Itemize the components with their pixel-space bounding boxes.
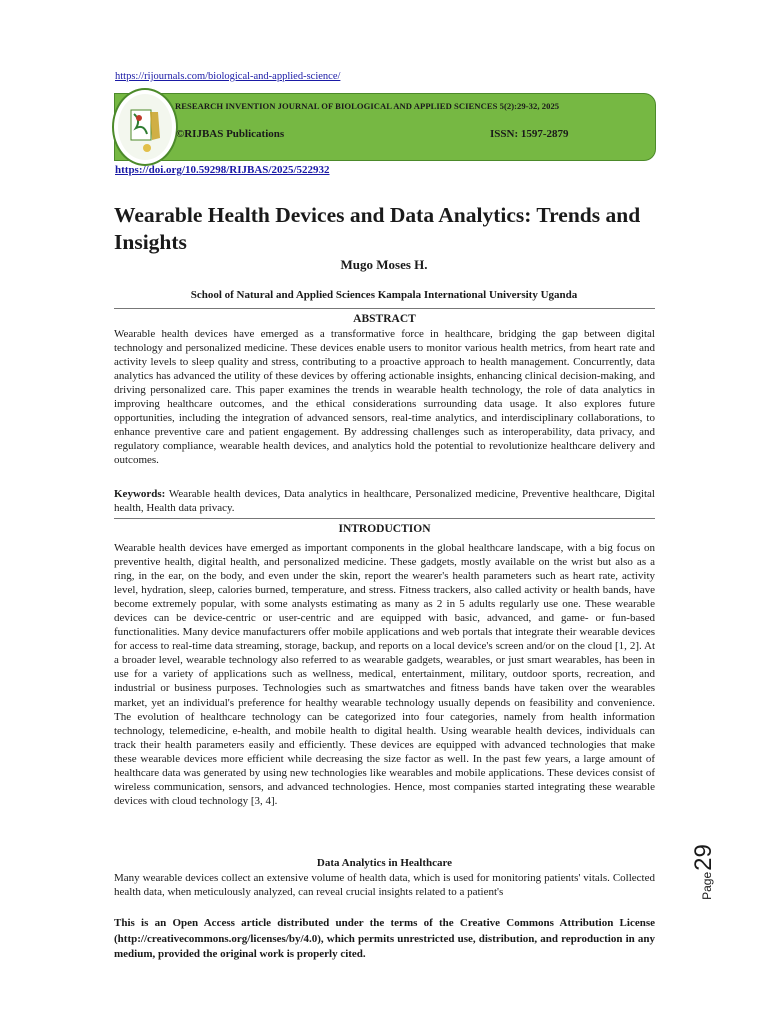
divider	[114, 518, 655, 519]
keywords-label: Keywords:	[114, 488, 166, 500]
journal-title: RESEARCH INVENTION JOURNAL OF BIOLOGICAL AND APPLIED SCIENCES 5(2):29-32, 2025	[175, 101, 560, 111]
keywords	[114, 487, 655, 515]
page-label: Page	[700, 871, 714, 900]
issn-label: ISSN: 1597-2879	[490, 128, 569, 140]
license-notice: This is an Open Access article distributed under the terms of the Creative Commons Attribution License (http://creativecommons.org/licenses/by/4.0), which permits unrestricted use, distribution, and reproduction in any medium, provided the original work is properly cited.	[114, 917, 655, 960]
abstract-heading: ABSTRACT	[353, 313, 416, 325]
data-analytics-heading: Data Analytics in Healthcare	[316, 857, 453, 869]
paper-title: Wearable Health Devices and Data Analytics: Trends and Insights	[114, 203, 641, 254]
author-affiliation: School of Natural and Applied Sciences Kampala International University Uganda	[190, 289, 578, 301]
keywords-list: Wearable health devices, Data analytics in healthcare, Personalized medicine, Preventive healthcare, Digital health, Health data privacy.	[114, 488, 655, 515]
abstract-body: Wearable health devices have emerged as a transformative force in healthcare, bridging the gap between digital technology and personalized medicine. These devices enable users to monitor various health metrics, from heart rate and activity levels to sleep quality and stress, contributing to a proactive approach to health management. Concurrently, data analytics has advanced the utility of these devices by offering actionable insights, enhancing clinical decision-making, and driving personalized care. This paper examines the trends in wearable health technology, the role of data analytics in improving healthcare outcomes, and the ethical considerations surrounding data usage. It also explores future opportunities, including the integration of advanced sensors, real-time analytics, and interdisciplinary collaborations, to enhance preventive care and patient engagement. By addressing challenges such as interoperability, data privacy, and regulatory compliance, wearable health devices, and analytics hold the potential to revolutionize healthcare delivery and outcomes.	[114, 328, 655, 467]
author-name: Mugo Moses H.	[340, 257, 428, 272]
introduction-body: Wearable health devices have emerged as important components in the global healthcare landscape, with a big focus on preventive health, digital health, and personalized medicine. These gadgets, mostly available on the wrist but also as a ring, in the ear, on the body, and even under the skin, report the wearer's health parameters such as heart rate, activity level, hydration, sleep, calories burned, temperature, and stress. Fitness trackers, also called activity or health bands, have become extremely popular, with some analysts estimating as many as 2 in 5 adults regularly use one. These wearable devices can be device-centric or user-centric and are equipped with basic, advanced, and game- or fun-based functionalities. Many device manufacturers offer mobile applications and web portals that integrate their wearable devices for access to real-time data streaming, storage, backup, and reports on a local device's screen and/or on the cloud [1, 2]. At a broader level, wearable technology also referred to as wearable gadgets, wearables, or just smart wearables, has been in use for a variety of applications such as wellness, medical, entertainment, military, outdoor sports, recreation, and industrial or business purposes. Technologies such as smartwatches and fitness bands have taken over the wearables market, yet an individual's preference for healthy wearable technology usually depends on feasibility and convenience. The evolution of healthcare technology can be categorized into four categories, namely from health information technology, telemedicine, e-health, and mobile health to digital health. Using wearable health devices, individuals can track their health parameters easily and efficiently. These devices are equipped with advanced technologies that make these wearable devices more efficient while decreasing the size factor as well. In the past few years, a large amount of healthcare data was generated by using new technologies like wearables and mobile applications. These devices consist of wireless communication, sensors, and advanced technologies. Hence, most companies started integrating these wearable devices with cloud technology [3, 4].	[114, 542, 655, 807]
data-analytics-body: Many wearable devices collect an extensive volume of health data, which is used for monitoring patients' vitals. Collected health data, when meticulously analyzed, can reveal crucial insights related to a patient's	[114, 872, 655, 899]
journal-logo-icon	[112, 88, 178, 166]
introduction-heading: INTRODUCTION	[338, 523, 431, 535]
page-number	[690, 842, 750, 902]
publisher-label: ©RIJBAS Publications	[176, 128, 285, 140]
page-number-value: 29	[690, 844, 717, 871]
doi-link[interactable]: https://doi.org/10.59298/RIJBAS/2025/522932	[115, 164, 330, 176]
journal-website-link[interactable]: https://rijournals.com/biological-and-applied-science/	[115, 71, 341, 82]
divider	[114, 308, 655, 309]
